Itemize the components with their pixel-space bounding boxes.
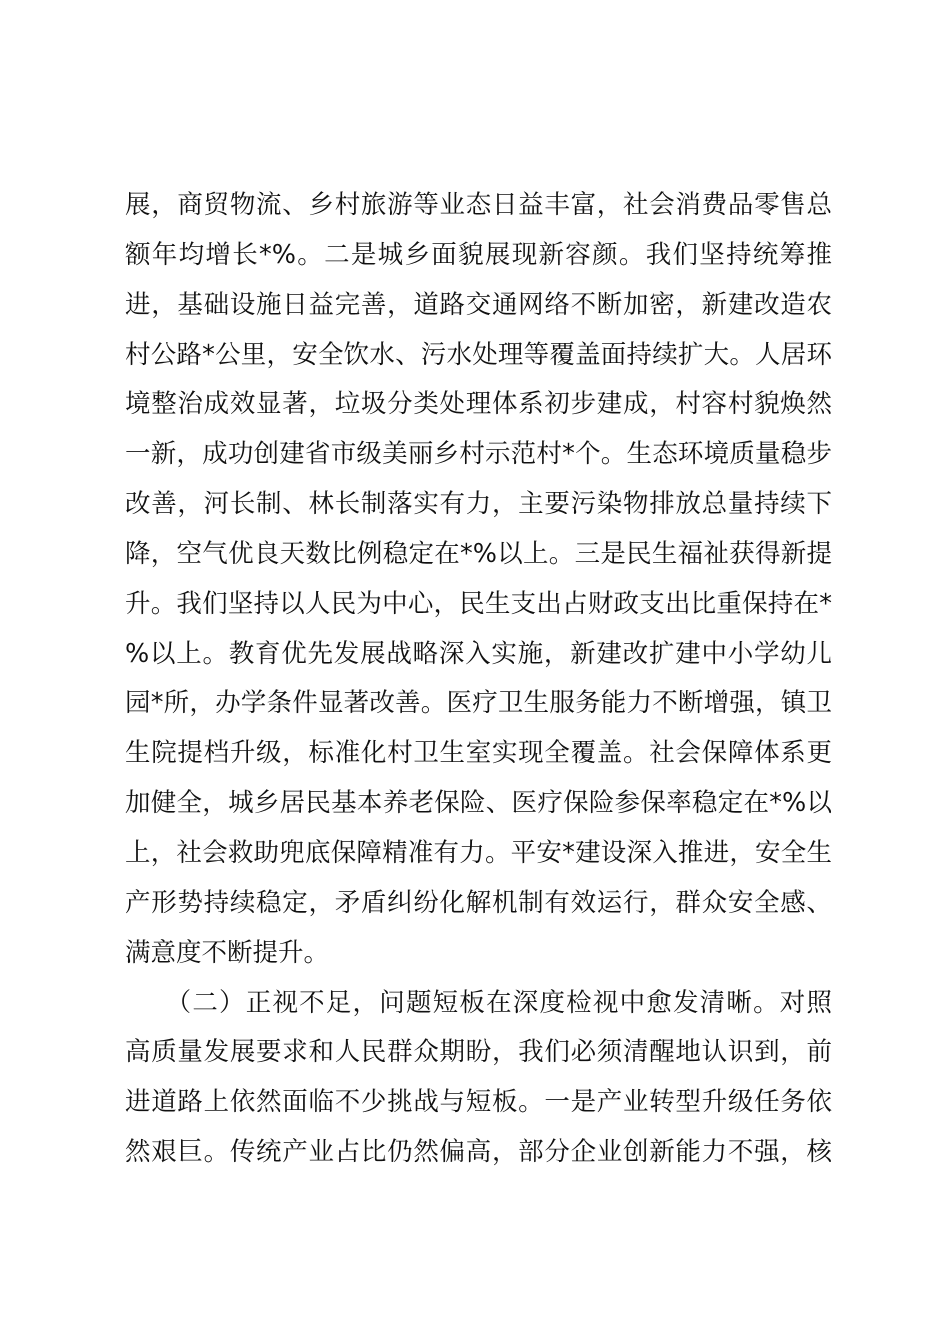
text-line: 高质量发展要求和人民群众期盼，我们必须清醒地认识到，前	[125, 1037, 832, 1068]
text-line: 加健全，城乡居民基本养老保险、医疗保险参保率稳定在*%以	[125, 788, 832, 819]
text-line: 升。我们坚持以人民为中心，民生支出占财政支出比重保持在*	[125, 588, 832, 619]
text-line: 上，社会救助兜底保障精准有力。平安*建设深入推进，安全生	[125, 837, 832, 868]
text-line: 展，商贸物流、乡村旅游等业态日益丰富，社会消费品零售总	[125, 190, 832, 220]
text-line: 进，基础设施日益完善，道路交通网络不断加密，新建改造农	[125, 289, 832, 320]
document-body	[125, 181, 832, 1178]
text-line: 村公路*公里，安全饮水、污水处理等覆盖面持续扩大。人居环	[125, 339, 832, 370]
paragraph-end-line: 满意度不断提升。	[125, 937, 330, 968]
text-line: 产形势持续稳定，矛盾纠纷化解机制有效运行，群众安全感、	[125, 887, 832, 918]
text-line: %以上。教育优先发展战略深入实施，新建改扩建中小学幼儿	[125, 638, 832, 669]
text-line: 额年均增长*%。二是城乡面貌展现新容颜。我们坚持统筹推	[125, 239, 832, 270]
text-line: 园*所，办学条件显著改善。医疗卫生服务能力不断增强，镇卫	[125, 688, 832, 719]
text-line: 生院提档升级，标准化村卫生室实现全覆盖。社会保障体系更	[125, 738, 832, 769]
text-line: 然艰巨。传统产业占比仍然偏高，部分企业创新能力不强，核	[125, 1137, 832, 1168]
text-line: 改善，河长制、林长制落实有力，主要污染物排放总量持续下	[125, 489, 832, 520]
text-line: 一新，成功创建省市级美丽乡村示范村*个。生态环境质量稳步	[125, 439, 832, 470]
text-line: 境整治成效显著，垃圾分类处理体系初步建成，村容村貌焕然	[125, 389, 832, 420]
text-line: 降，空气优良天数比例稳定在*%以上。三是民生福祉获得新提	[125, 538, 832, 569]
text-line: 进道路上依然面临不少挑战与短板。一是产业转型升级任务依	[125, 1087, 832, 1118]
section-heading-line: （二）正视不足，问题短板在深度检视中愈发清晰。对照	[125, 987, 832, 1018]
